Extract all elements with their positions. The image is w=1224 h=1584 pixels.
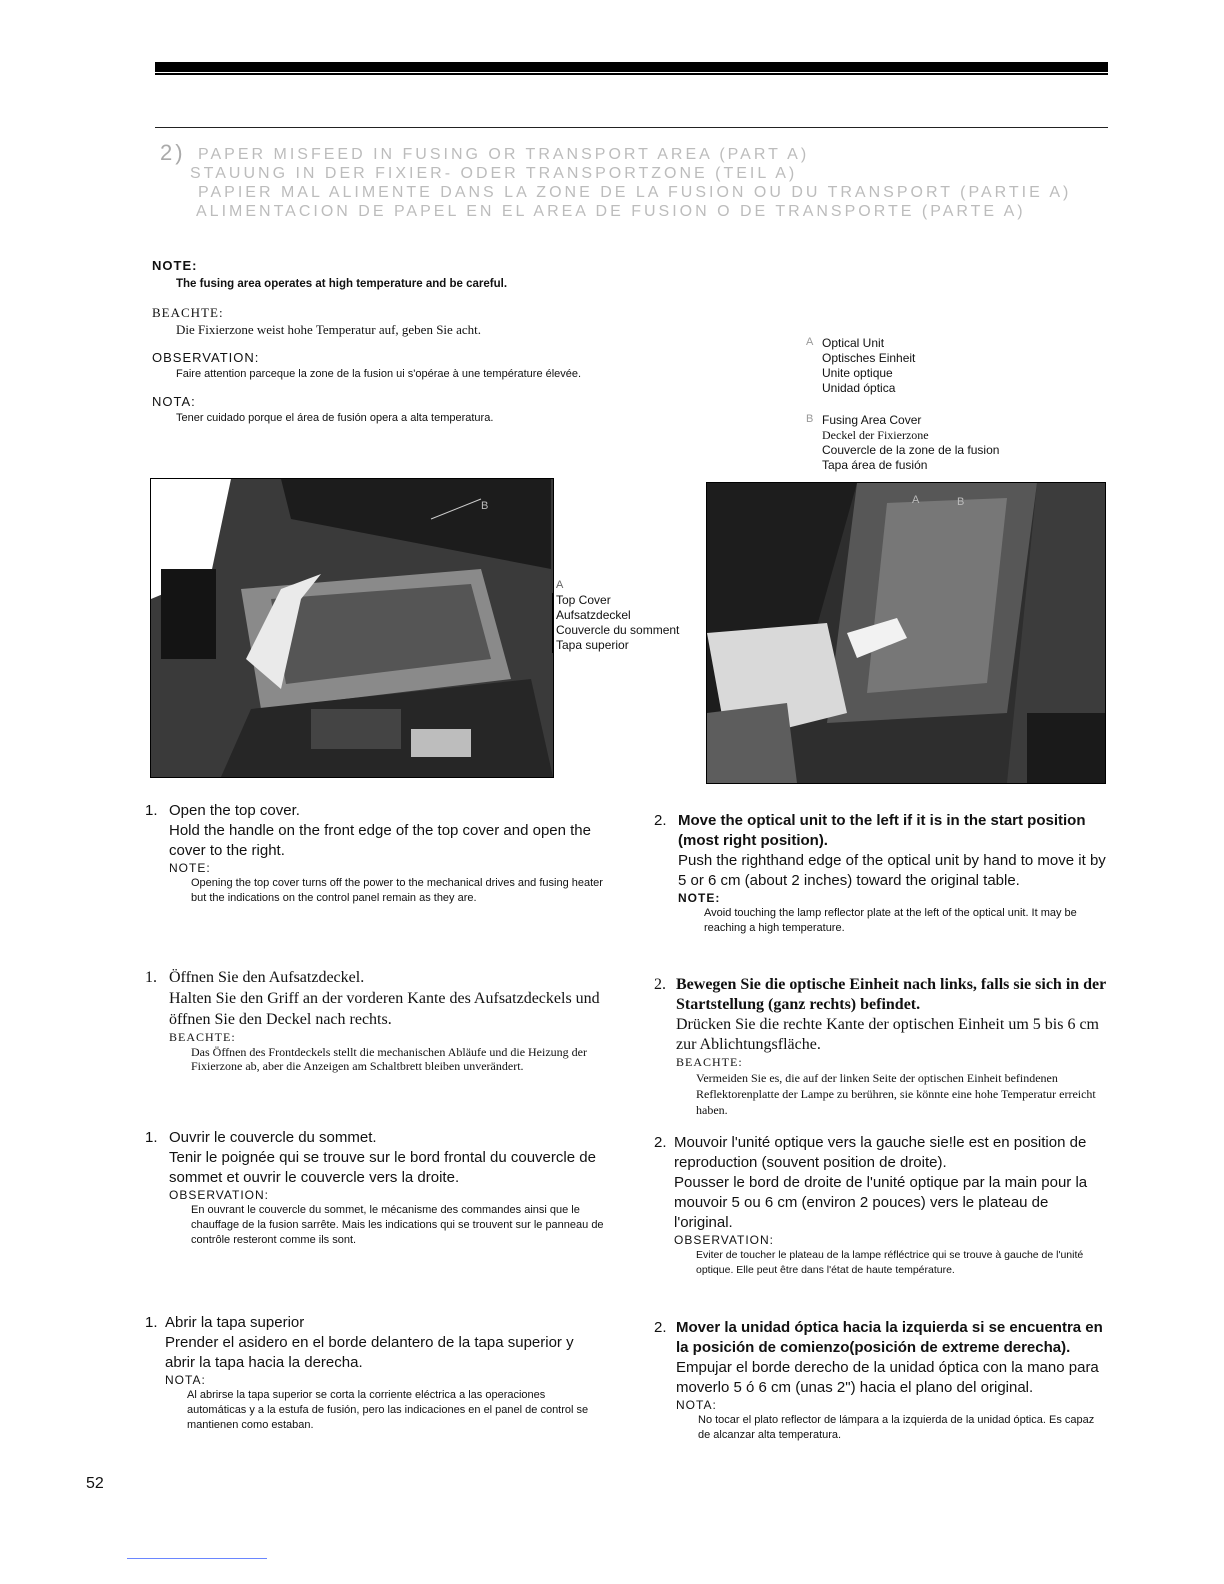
photo-right-marker-b: B: [957, 496, 965, 508]
step2-en-body: Push the righthand edge of the optical unit by hand to move it by 5 or 6 cm (about 2 inches) toward the original table.: [678, 852, 1106, 889]
step1-en-num: 1.: [145, 802, 158, 819]
note-text-en: The fusing area operates at high temperature and be careful.: [176, 278, 508, 290]
legend-marker-b: B: [806, 413, 814, 425]
step1-en-title: Open the top cover.: [169, 802, 300, 819]
note-label-es: NOTA:: [152, 394, 196, 409]
step2-fr: [654, 1133, 1106, 1278]
step2-fr-title: Mouvoir l'unité optique vers la gauche sie!le est en position de reproduction (souvent position de droite).: [674, 1134, 1087, 1171]
note-label-en: NOTE:: [152, 258, 198, 273]
heading-number: 2): [160, 140, 186, 165]
copier-top-cover-illustration: [151, 479, 553, 777]
step2-en-note: Avoid touching the lamp reflector plate at the left of the optical unit. It may be reaching a high temperature.: [704, 907, 1077, 934]
section-heading: [160, 140, 1072, 221]
legend-a-es: Unidad óptica: [822, 381, 896, 395]
step2-es-num: 2.: [654, 1319, 667, 1336]
legend-b-fr: Couvercle de la zone de la fusion: [822, 443, 1000, 457]
note-label-fr: OBSERVATION:: [152, 350, 260, 365]
step2-fr-body: Pousser le bord de droite de l'unité optique par la main pour la mouvoir 5 ou 6 cm (environ 2 pouces) vers le plateau de l'original.: [674, 1174, 1088, 1231]
step1-en-note: Opening the top cover turns off the power to the mechanical drives and fusing heater but the indications on the control panel remain as they are.: [191, 877, 603, 904]
note-text-es: Tener cuidado porque el área de fusión opera a alta temperatura.: [176, 412, 494, 424]
legend-a-de: Optisches Einheit: [822, 351, 916, 365]
step1-es-title: Abrir la tapa superior: [165, 1314, 305, 1331]
step2-de-note-label: BEACHTE:: [676, 1055, 743, 1069]
legend-b-de: Deckel der Fixierzone: [822, 428, 929, 442]
step1-fr-body: Tenir le poignée qui se trouve sur le bord frontal du couvercle de sommet et ouvrir le couvercle vers la droite.: [169, 1149, 596, 1186]
header-rule-lower: [155, 127, 1108, 128]
step2-fr-note: Eviter de toucher le plateau de la lampe réfléctrice qui se trouve à gauche de l'unité optique. Elle peut être dans l'état de haute température.: [696, 1249, 1084, 1276]
callout-marker: A: [556, 579, 564, 591]
step2-es-body: Empujar el borde derecho de la unidad óptica con la mano para moverlo 5 ó 6 cm (unas 2") hacia el plano del original.: [676, 1359, 1099, 1396]
legend-optical-unit: [806, 336, 915, 396]
legend-a-en: Optical Unit: [822, 336, 885, 350]
legend-marker-a: A: [806, 336, 814, 348]
note-label-de: BEACHTE:: [152, 305, 224, 320]
header-rule-thin: [155, 73, 1108, 75]
step2-en: [654, 811, 1106, 936]
callout-de: Aufsatzdeckel: [556, 608, 631, 622]
notes-block: [152, 258, 632, 426]
step1-de-note-label: BEACHTE:: [169, 1030, 236, 1044]
callout-fr: Couvercle du somment: [556, 623, 680, 637]
step2-de-body: Drücken Sie die rechte Kante der optischen Einheit um 5 bis 6 cm zur Ablichtungsfläche.: [676, 1016, 1099, 1053]
step1-es-note: Al abrirse la tapa superior se corta la corriente eléctrica a las operaciones automáticas y a la estufa de fusión, pero las indicaciones en el panel de control se mantienen como estaban.: [187, 1389, 589, 1431]
legend-b-es: Tapa área de fusión: [822, 458, 928, 472]
step1-en-note-label: NOTE:: [169, 861, 211, 875]
step1-de-title: Öffnen Sie den Aufsatzdeckel.: [169, 969, 365, 986]
step2-de: [654, 975, 1106, 1118]
step2-es-title: Mover la unidad óptica hacia la izquierda si se encuentra en la posición de comienzo(posición de extreme derecha).: [676, 1319, 1103, 1356]
heading-line-fr: PAPIER MAL ALIMENTE DANS LA ZONE DE LA FUSION OU DU TRANSPORT (PARTIE A): [198, 184, 1072, 201]
step1-fr-note: En ouvrant le couvercle du sommet, le mécanisme des commandes ainsi que le chauffage de la fusion sarrête. Mais les indications qui se trouvent sur le panneau de contrôle resteront comme ils sont.: [191, 1204, 604, 1246]
legend-fusing-cover: [806, 413, 999, 473]
header-rule-thick: [155, 62, 1108, 72]
callout-es: Tapa superior: [556, 638, 629, 652]
step1-fr-title: Ouvrir le couvercle du sommet.: [169, 1129, 377, 1146]
step2-de-title: Bewegen Sie die optische Einheit nach links, falls sie sich in der Startstellung (ganz rechts) befindet.: [676, 976, 1106, 1013]
step1-es-num: 1.: [145, 1314, 158, 1331]
photo-left-marker: B: [481, 500, 489, 512]
note-text-de: Die Fixierzone weist hohe Temperatur auf, geben Sie acht.: [176, 322, 481, 337]
photo-top-cover: [150, 478, 554, 778]
step2-en-num: 2.: [654, 812, 667, 829]
step2-de-note: Vermeiden Sie es, die auf der linken Seite der optischen Einheit befindenen Reflektorenplatte der Lampe zu berühren, sie könnte eine hohe Temperatur erreicht haben.: [696, 1071, 1096, 1117]
step2-es: [654, 1318, 1106, 1443]
heading-line-en: PAPER MISFEED IN FUSING OR TRANSPORT AREA (PART A): [198, 146, 810, 163]
step1-fr-num: 1.: [145, 1129, 158, 1146]
step1-fr: [145, 1128, 605, 1248]
step1-es-body: Prender el asidero en el borde delantero de la tapa superior y abrir la tapa hacia la derecha.: [165, 1334, 574, 1371]
step1-en: [145, 801, 605, 906]
photo-optical-unit: [706, 482, 1106, 784]
step2-de-num: 2.: [654, 976, 666, 993]
footer-line: [127, 1558, 267, 1559]
heading-line-es: ALIMENTACION DE PAPEL EN EL AREA DE FUSION O DE TRANSPORTE (PARTE A): [196, 203, 1026, 220]
step2-es-note: No tocar el plato reflector de lámpara a la izquierda de la unidad óptica. Es capaz de alcanzar alta temperatura.: [698, 1414, 1095, 1441]
photo-right-marker-a: A: [912, 494, 920, 506]
step1-de: [145, 968, 605, 1073]
step1-de-body: Halten Sie den Griff an der vorderen Kante des Aufsatzdeckels und öffnen Sie den Deckel nach rechts.: [169, 990, 600, 1028]
step2-fr-note-label: OBSERVATION:: [674, 1233, 775, 1247]
step2-en-note-label: NOTE:: [678, 891, 721, 905]
step1-es-note-label: NOTA:: [165, 1373, 206, 1387]
step1-en-body: Hold the handle on the front edge of the top cover and open the cover to the right.: [169, 822, 591, 859]
note-text-fr: Faire attention parceque la zone de la fusion ui s'opérae à une température élevée.: [176, 368, 582, 380]
page-number: 52: [86, 1475, 104, 1492]
legend-a-fr: Unite optique: [822, 366, 893, 380]
step2-en-title: Move the optical unit to the left if it is in the start position (most right position).: [678, 812, 1086, 849]
step1-de-num: 1.: [145, 969, 157, 986]
step1-de-note: Das Öffnen des Frontdeckels stellt die mechanischen Abläufe und die Heizung der Fixierzone ab, aber die Anzeigen am Schaltbrett bleiben unverändert.: [191, 1045, 587, 1073]
step1-es: [145, 1313, 605, 1433]
callout-en: Top Cover: [556, 593, 611, 607]
heading-line-de: STAUUNG IN DER FIXIER- ODER TRANSPORTZONE (TEIL A): [190, 165, 798, 182]
step1-fr-note-label: OBSERVATION:: [169, 1188, 270, 1202]
optical-unit-illustration: [707, 483, 1105, 783]
step2-es-note-label: NOTA:: [676, 1398, 717, 1412]
step2-fr-num: 2.: [654, 1134, 667, 1151]
callout-top-cover: [552, 578, 679, 653]
legend-b-en: Fusing Area Cover: [822, 413, 922, 427]
